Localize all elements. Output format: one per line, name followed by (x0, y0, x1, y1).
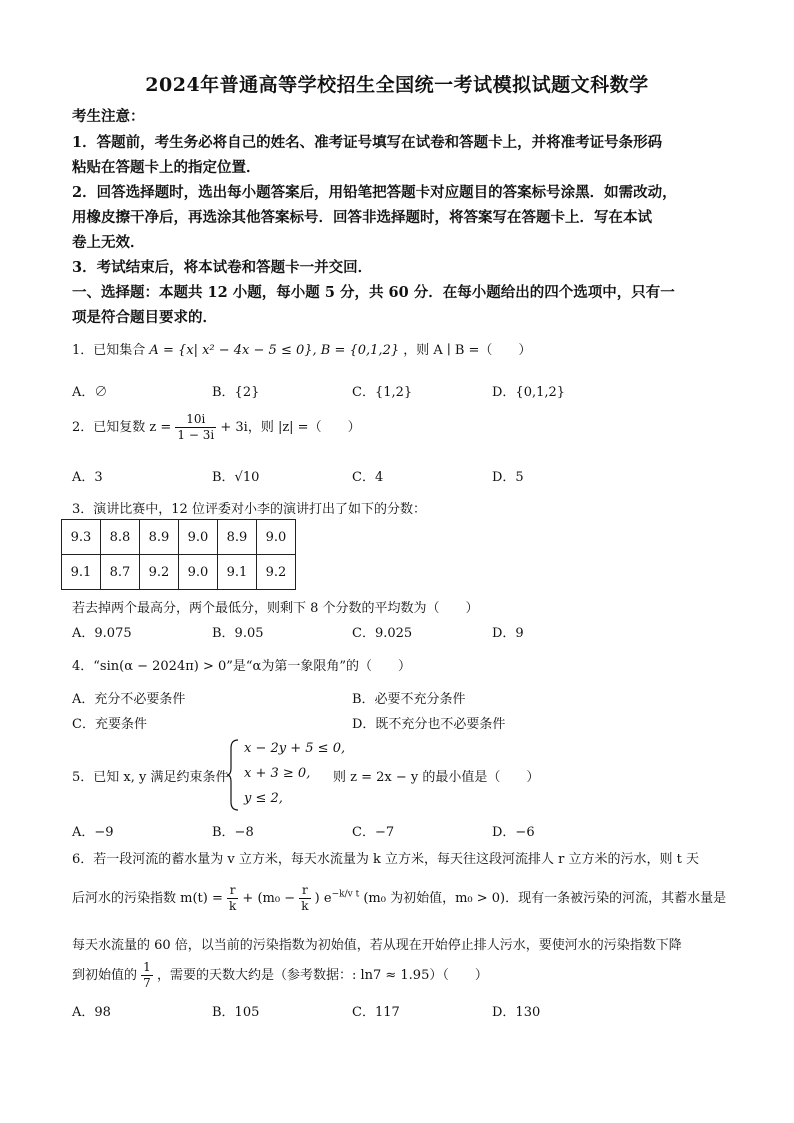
score-cell: 9.2 (257, 555, 296, 590)
m0-close: ) (314, 891, 320, 906)
question-2-option-c[interactable]: C．4 (352, 470, 384, 485)
score-cell: 9.3 (62, 520, 101, 555)
exp-base: e (323, 891, 332, 906)
score-table (61, 519, 296, 590)
m0-open: (m₀ − (257, 891, 296, 906)
question-6-fraction-r-k (227, 883, 238, 914)
question-4-stem: 4．“sin(α − 2024π) > 0”是“α为第一象限角”的（ ） (72, 659, 411, 674)
notice-item-2-line-2: 用橡皮擦干净后，再选涂其他答案标号．回答非选择题时，将答案写在答题卡上．写在本试 (72, 209, 652, 226)
notice-heading: 考生注意： (72, 108, 145, 125)
score-cell: 9.1 (62, 555, 101, 590)
constraint-2: x + 3 ≥ 0, (244, 766, 311, 781)
page-title: 2024年普通高等学校招生全国统一考试模拟试题文科数学 (145, 74, 649, 96)
exp-power: −k/v t (331, 889, 360, 900)
section-1-heading-line-1: 一、选择题：本题共 12 小题，每小题 5 分，共 60 分．在每小题给出的四个选项中，只有一 (72, 284, 675, 301)
question-1-sets: A = {x| x² − 4x − 5 ≤ 0}, B = {0,1,2} (149, 343, 400, 358)
question-1-option-c[interactable]: C．{1,2} (352, 385, 413, 400)
question-2-option-b[interactable]: B．√10 (212, 470, 260, 485)
question-1-option-a[interactable]: A．∅ (72, 385, 108, 400)
question-4-option-d[interactable]: D．既不充分也不必要条件 (352, 717, 506, 732)
question-1-stem (72, 339, 531, 358)
score-cell: 9.0 (179, 555, 218, 590)
notice-item-2-line-3: 卷上无效． (72, 234, 145, 251)
score-cell: 8.7 (101, 555, 140, 590)
question-2-suffix: + 3i，则 |z| =（ ） (220, 420, 361, 435)
question-1-prefix: 1．已知集合 (72, 343, 146, 358)
r-numerator: r (227, 883, 238, 899)
question-5-option-d[interactable]: D．−6 (492, 825, 535, 840)
question-3-followup: 若去掉两个最高分，两个最低分，则剩下 8 个分数的平均数为（ ） (72, 601, 479, 616)
question-4-option-a[interactable]: A．充分不必要条件 (72, 692, 186, 707)
question-6-option-a[interactable]: A．98 (72, 1005, 111, 1020)
question-6-line-3: 每天水流量的 60 倍，以当前的污染指数为初始值，若从现在开始停止排人污水，要使河水的污染指数下降 (72, 938, 682, 953)
section-1-heading-line-2: 项是符合题目要求的． (72, 309, 217, 326)
constraint-1: x − 2y + 5 ≤ 0, (244, 741, 346, 756)
question-5-option-c[interactable]: C．−7 (352, 825, 395, 840)
question-2-option-a[interactable]: A．3 (72, 470, 103, 485)
question-3-option-c[interactable]: C．9.025 (352, 626, 413, 641)
question-2-fraction (175, 412, 216, 443)
score-cell: 8.9 (140, 520, 179, 555)
question-5-option-a[interactable]: A．−9 (72, 825, 114, 840)
question-5-prefix: 5．已知 x, y 满足约束条件 (72, 770, 229, 785)
question-6-formula-suffix: (m₀ 为初始值，m₀ > 0)．现有一条被污染的河流，其蓄水量是 (363, 891, 727, 906)
k-denominator-2: k (301, 899, 309, 913)
score-cell: 9.0 (179, 520, 218, 555)
question-1-option-b[interactable]: B．{2} (212, 385, 260, 400)
score-cell: 8.9 (218, 520, 257, 555)
k-denominator: k (229, 899, 237, 913)
question-6-line-1: 6．若一段河流的蓄水量为 v 立方米，每天水流量为 k 立方米，每天往这段河流排人 r 立方米的污水，则 t 天 (72, 852, 699, 867)
question-1-suffix: ，则 A ∣ B =（ ） (403, 343, 532, 358)
question-6-fraction-r-k-2 (299, 883, 310, 914)
question-4-option-c[interactable]: C．充要条件 (72, 717, 147, 732)
score-cell: 9.1 (218, 555, 257, 590)
question-6-line-4-suffix: ，需要的天数大约是（参考数据：: ln7 ≈ 1.95）（ ） (156, 968, 488, 983)
seven-denominator: 7 (143, 976, 151, 990)
constraint-3: y ≤ 2, (244, 791, 283, 806)
question-5-suffix: 则 z = 2x − y 的最小值是（ ） (333, 770, 540, 785)
score-cell: 9.2 (140, 555, 179, 590)
notice-item-2-line-1: 2．回答选择题时，选出每小题答案后，用铅笔把答题卡对应题目的答案标号涂黑．如需改动， (72, 184, 677, 201)
notice-item-3: 3．考试结束后，将本试卷和答题卡一并交回． (72, 259, 373, 276)
question-3-option-b[interactable]: B．9.05 (212, 626, 264, 641)
question-1-option-d[interactable]: D．{0,1,2} (492, 385, 566, 400)
question-3-option-a[interactable]: A．9.075 (72, 626, 132, 641)
score-cell: 9.0 (257, 520, 296, 555)
question-3-option-d[interactable]: D．9 (492, 626, 524, 641)
question-6-line-2: 后河水的污染指数 m(t) = $\frac{r}{k}$ + (m₀ − $\frac{r}{k}$ ) $e^{-k/v t}$ (m₀ 为初始值，m₀ > 0)．现有一条被污染的河流，其蓄水量是 (72, 883, 727, 913)
question-2-stem (72, 412, 361, 443)
system-brace (226, 738, 240, 812)
notice-item-1-line-1: 1．答题前，考生务必将自己的姓名、准考证号填写在试卷和答题卡上，并将准考证号条形码 (72, 134, 663, 151)
question-6-formula-prefix: 后河水的污染指数 m(t) = (72, 891, 223, 906)
question-4-option-b[interactable]: B．必要不充分条件 (352, 692, 466, 707)
question-2-option-d[interactable]: D．5 (492, 470, 524, 485)
question-6-line-4-prefix: 到初始值的 (72, 968, 138, 983)
question-6-fraction-1-7 (141, 960, 153, 991)
one-numerator: 1 (143, 960, 151, 974)
question-2-prefix: 2．已知复数 z = (72, 420, 172, 435)
r-numerator-2: r (299, 883, 310, 899)
question-6-option-c[interactable]: C．117 (352, 1005, 400, 1020)
question-6-option-b[interactable]: B．105 (212, 1005, 260, 1020)
notice-item-1-line-2: 粘贴在答题卡上的指定位置． (72, 159, 261, 176)
table-row (62, 555, 296, 590)
table-row (62, 520, 296, 555)
question-3-stem: 3．演讲比赛中，12 位评委对小李的演讲打出了如下的分数： (72, 502, 426, 517)
question-2-numerator: 10i (175, 412, 216, 428)
question-6-line-4 (72, 960, 488, 991)
question-6-option-d[interactable]: D．130 (492, 1005, 541, 1020)
score-cell: 8.8 (101, 520, 140, 555)
question-5-option-b[interactable]: B．−8 (212, 825, 254, 840)
question-2-denominator: 1 − 3i (177, 428, 215, 442)
